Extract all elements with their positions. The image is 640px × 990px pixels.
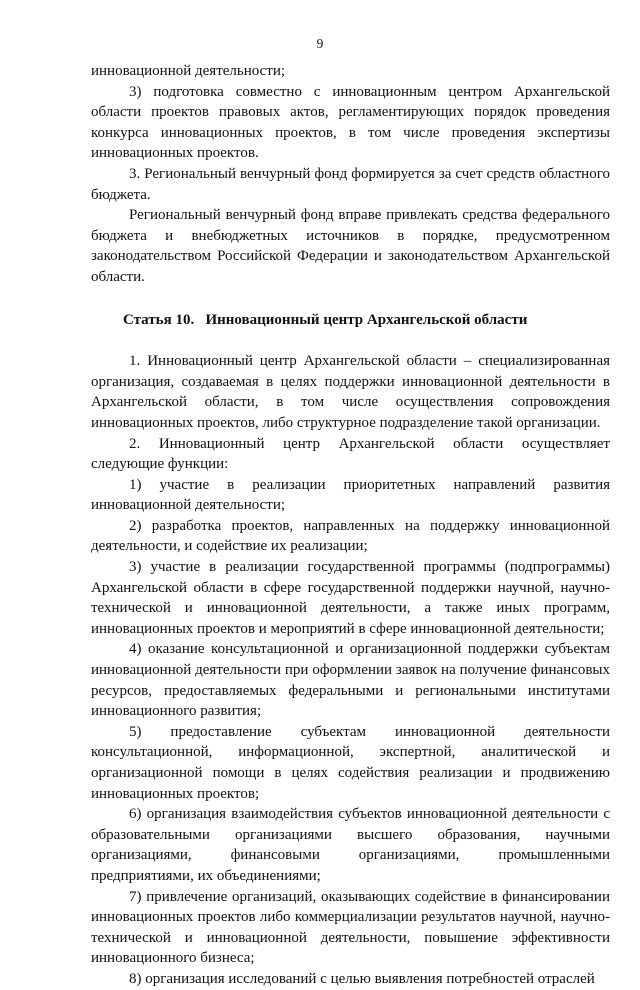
paragraph: 1. Инновационный центр Архангельской области – специализированная организация, создаваемая в целях поддержки инновационной деятельности в Архангельской области, в том числе осуществления сопровождения инновационных проектов, либо структурное подразделение такой организации.: [91, 353, 610, 431]
paragraph: 2. Инновационный центр Архангельской области осуществляет следующие функции:: [91, 435, 610, 473]
paragraph: инновационной деятельности;: [91, 63, 286, 79]
paragraph: 3. Региональный венчурный фонд формируется за счет средств областного бюджета.: [91, 165, 610, 203]
list-item: 5) предоставление субъектам инновационной деятельности консультационной, информационной, экспертной, аналитической и организационной помощи в целях содействия реализации и продвижению инновационных проектов;: [91, 723, 610, 802]
list-item: 4) оказание консультационной и организационной поддержки субъектам инновационной деятельности при оформлении заявок на получение финансовых ресурсов, предоставляемых федеральными и региональными институтами инновационного развития;: [91, 641, 610, 720]
list-item: 7) привлечение организаций, оказывающих содействие в финансировании инновационных проектов либо коммерциализации результатов научной, научно-технической и инновационной деятельности, повышение эффективности инновационного бизнеса;: [91, 888, 610, 967]
paragraph: Региональный венчурный фонд вправе привлекать средства федерального бюджета и внебюджетных источников в порядке, предусмотренном законодательством Российской Федерации и законодательством Архангельской области.: [91, 207, 610, 285]
list-item: 1) участие в реализации приоритетных направлений развития инновационной деятельности;: [91, 476, 610, 514]
list-item: 3) участие в реализации государственной программы (подпрограммы) Архангельской области в сфере государственной поддержки научной, научно-технической и инновационной деятельности, а также иных программ, инновационных проектов и мероприятий в сфере инновационной деятельности;: [91, 559, 610, 637]
article-heading: Статья 10. Инновационный центр Архангельской области: [123, 311, 528, 328]
document-body: [91, 61, 610, 990]
paragraph: 3) подготовка совместно с инновационным центром Архангельской области проектов правовых актов, регламентирующих порядок проведения конкурса инновационных проектов, в том числе проведения экспертизы инновационных проектов.: [91, 83, 610, 162]
list-item: 2) разработка проектов, направленных на поддержку инновационной деятельности, и содействие их реализации;: [91, 517, 610, 555]
page-number: 9: [316, 36, 324, 51]
list-item: 6) организация взаимодействия субъектов инновационной деятельности с образовательными организациями высшего образования, научными организациями, финансовыми организациями, промышленными предприятиями, их объединениями;: [91, 806, 610, 884]
list-item: 8) организация исследований с целью выявления потребностей отраслей: [129, 970, 595, 987]
